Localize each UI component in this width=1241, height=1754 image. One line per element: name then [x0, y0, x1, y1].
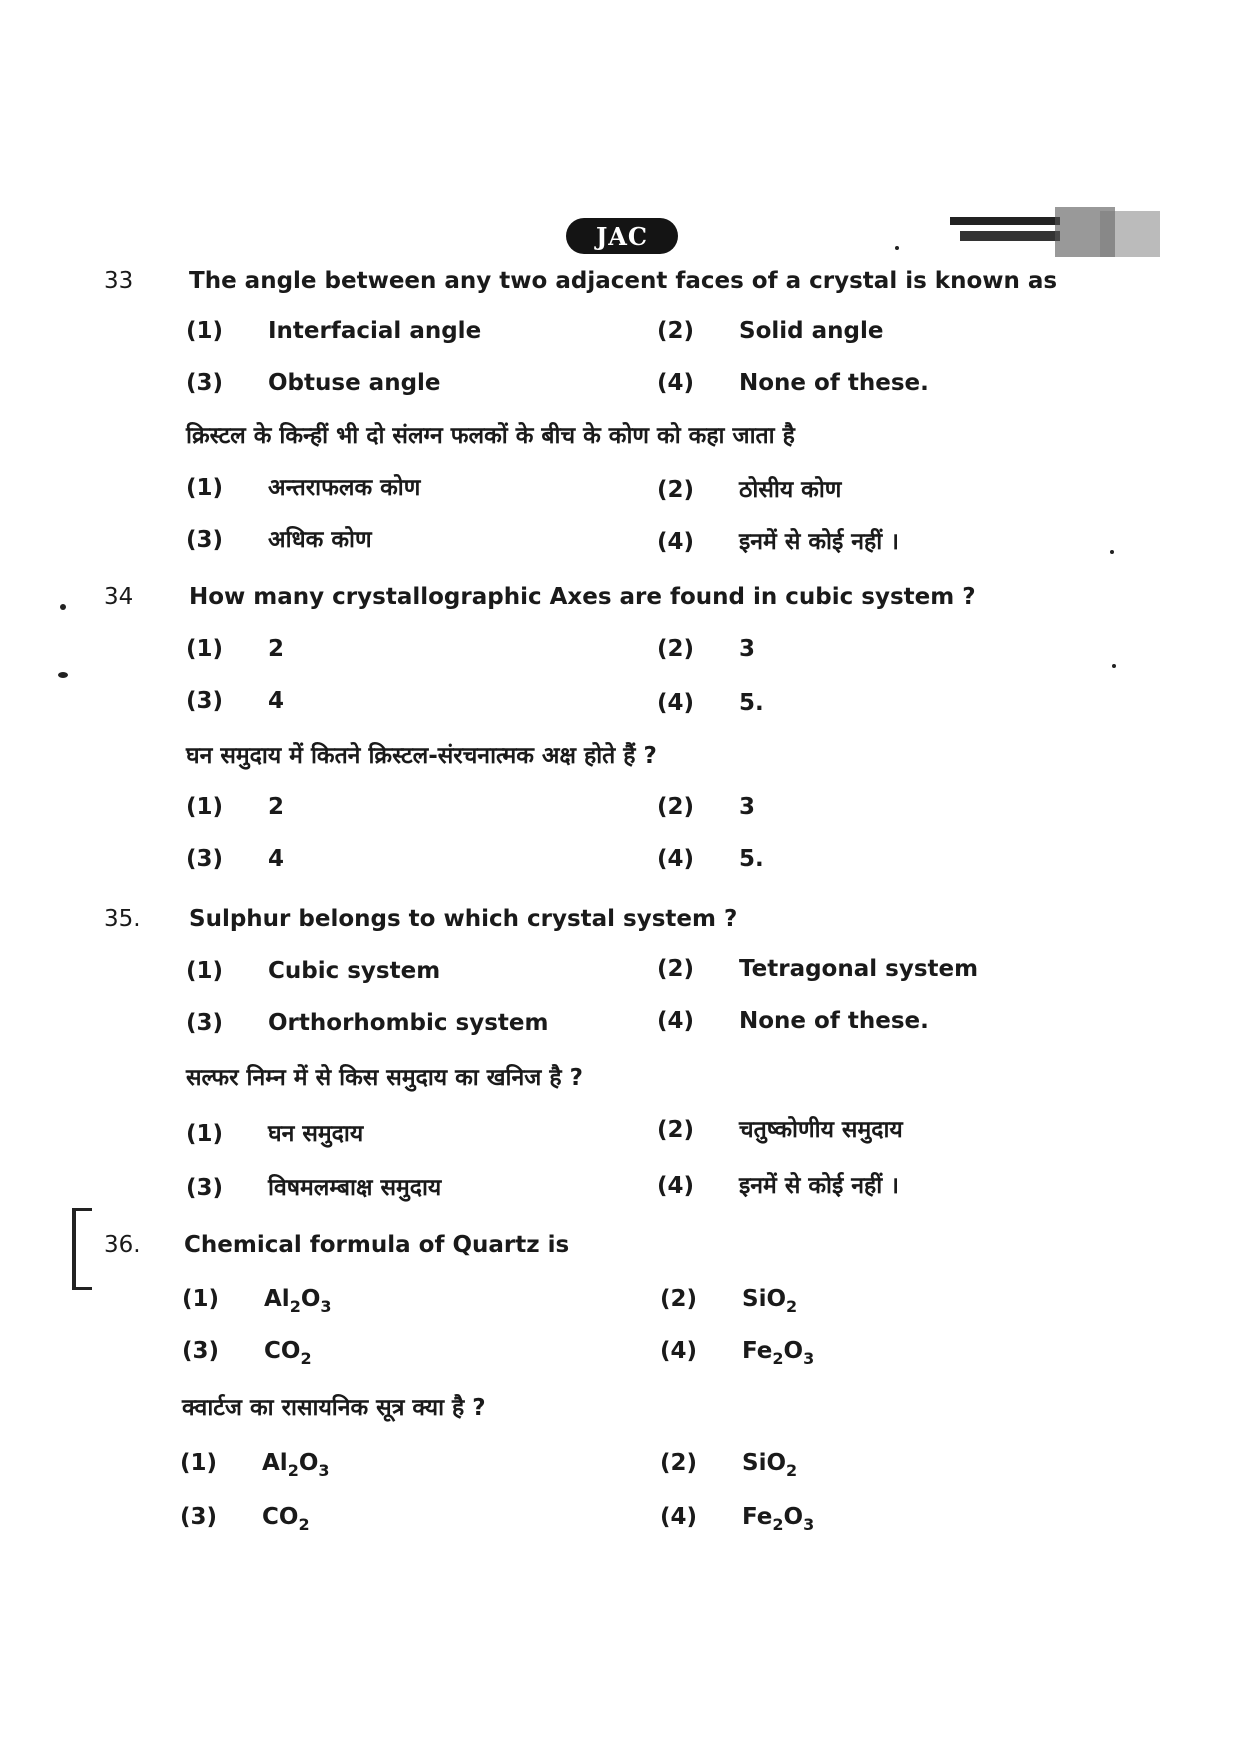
question-text-hi: सल्फर निम्न में से किस समुदाय का खनिज है ? [186, 1065, 583, 1091]
option: (3) $CO_2$ [180, 1504, 310, 1534]
question-text-hi: घन समुदाय में कितने क्रिस्टल-संरचनात्मक अक्ष होते हैं ? [186, 743, 657, 769]
option: (3) $CO_2$ [182, 1338, 312, 1368]
corner-stamp-smudge [950, 207, 1180, 261]
question-number: 33 [104, 268, 134, 294]
option: (1) 2 [186, 794, 285, 820]
option: (2) 3 [657, 636, 756, 662]
option: (1) $Al_2O_3$ [180, 1450, 330, 1480]
option: (3) Obtuse angle [186, 370, 441, 396]
option: (3) Orthorhombic system [186, 1010, 549, 1036]
option: (4) $Fe_2O_3$ [660, 1338, 815, 1368]
option: (2) Tetragonal system [657, 956, 979, 982]
question-text-hi: क्रिस्टल के किन्हीं भी दो संलग्न फलकों के बीच के कोण को कहा जाता है [186, 423, 795, 449]
option: (4) $Fe_2O_3$ [660, 1504, 815, 1534]
option: (2) SiO$_2$ [660, 1450, 798, 1480]
option: (2) 3 [657, 794, 756, 820]
question-text-en: Sulphur belongs to which crystal system ? [189, 906, 738, 932]
question-text-en: How many crystallographic Axes are found in cubic system ? [189, 584, 976, 610]
scan-speck [1112, 664, 1116, 668]
option: (3) 4 [186, 688, 285, 714]
scan-speck [895, 246, 899, 250]
option: (4) इनमें से कोई नहीं । [657, 1173, 899, 1199]
question-number: 35. [104, 906, 141, 932]
option: (4) 5. [657, 690, 764, 716]
option: (3) 4 [186, 846, 285, 872]
question-number: 34 [104, 584, 134, 610]
option: (4) 5. [657, 846, 764, 872]
scan-speck [1110, 550, 1114, 554]
option: (1) Interfacial angle [186, 318, 482, 344]
option: (3) अधिक कोण [186, 527, 372, 553]
option: (2) SiO$_2$ [660, 1286, 798, 1316]
option: (3) विषमलम्बाक्ष समुदाय [186, 1175, 442, 1201]
option: (1) घन समुदाय [186, 1121, 364, 1147]
jac-badge [566, 218, 678, 254]
option: (1) Cubic system [186, 958, 441, 984]
option: (2) चतुष्कोणीय समुदाय [657, 1117, 903, 1143]
option: (4) None of these. [657, 1008, 929, 1034]
option: (1) अन्तराफलक कोण [186, 475, 421, 501]
question-number: 36. [104, 1232, 141, 1258]
scan-speck [58, 672, 68, 678]
option: (1) $Al_2O_3$ [182, 1286, 332, 1316]
jac-badge-label: JAC [595, 221, 649, 251]
option: (4) None of these. [657, 370, 929, 396]
option: (4) इनमें से कोई नहीं । [657, 529, 899, 555]
scan-speck [60, 604, 66, 610]
option: (2) ठोसीय कोण [657, 477, 842, 503]
option: (2) Solid angle [657, 318, 884, 344]
question-text-hi: क्वार्टज का रासायनिक सूत्र क्या है ? [182, 1395, 486, 1421]
question-text-en: The angle between any two adjacent faces of a crystal is known as [189, 268, 1058, 294]
margin-bracket-mark [72, 1208, 92, 1290]
option: (1) 2 [186, 636, 285, 662]
question-text-en: Chemical formula of Quartz is [184, 1232, 570, 1258]
